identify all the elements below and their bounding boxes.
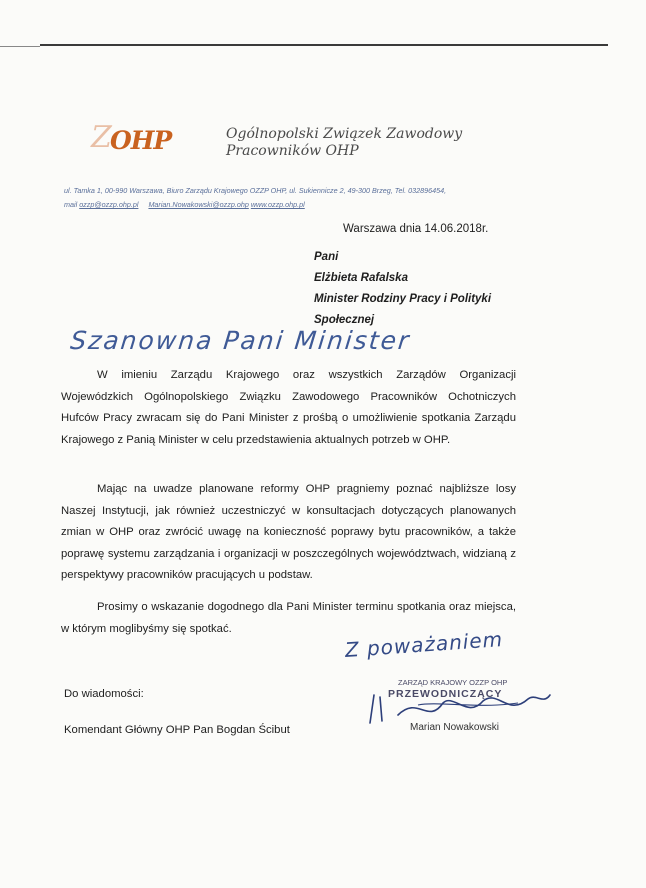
letterhead-address (64, 184, 446, 212)
scan-edge-line (0, 46, 40, 47)
logo-text: OHP (110, 126, 172, 155)
contact-line (64, 198, 446, 212)
email-link-2[interactable]: Marian.Nowakowski@ozzp.ohp (148, 200, 249, 209)
stamp-name: Marian Nowakowski (410, 722, 499, 733)
handwritten-salutation: Szanowna Pani Minister (68, 326, 412, 355)
scan-top-line (40, 44, 608, 46)
date-line: Warszawa dnia 14.06.2018r. (343, 223, 489, 235)
recipient-line3: Minister Rodziny Pracy i Polityki (314, 293, 492, 305)
stamp-role: PRZEWODNICZĄCY (388, 688, 503, 700)
paragraph-1 (61, 365, 516, 451)
cc-recipient: Komendant Główny OHP Pan Bogdan Ścibut (64, 724, 290, 736)
paragraph-2-text: Mając na uwadze planowane reformy OHP pragniemy poznać najbliższe losy Naszej Instytucji, jak również uczestniczyć w konsultacjach dotyczących planowanych zmian w OHP oraz zwrócić uwagę na konieczność poprawy bytu pracowników, a także poprawę systemu zarządzania i organizacji w poszczególnych województwach, widzianą z perspektywy pracowników pracujących u podstaw. (61, 483, 516, 581)
email-link-1[interactable]: ozzp@ozzp.ohp.pl (79, 200, 139, 209)
recipient-line4: Społecznej (314, 314, 375, 326)
signature-stamp (358, 675, 558, 745)
paragraph-2 (61, 479, 516, 587)
ohp-logo (88, 118, 220, 164)
recipient-line2: Elżbieta Rafalska (314, 272, 408, 284)
paragraph-1-text: W imieniu Zarządu Krajowego oraz wszystkich Zarządów Organizacji Wojewódzkich Ogólnopolskiego Związku Zawodowego Pracowników Ochotniczych Hufców Pracy zwracam się do Pani Minister z prośbą o umożliwienie spotkania Zarządu Krajowego z Panią Minister w celu przedstawienia aktualnych potrzeb w OHP. (61, 369, 516, 446)
address-line: ul. Tamka 1, 00-990 Warszawa, Biuro Zarządu Krajowego OZZP OHP, ul. Sukiennicze 2, 49-300 Brzeg, Tel. 032896454, (64, 186, 447, 195)
logo-ornament: Z (91, 120, 112, 155)
organization-name (226, 126, 462, 160)
contact-prefix: mail (64, 200, 78, 209)
paragraph-3-text: Prosimy o wskazanie dogodnego dla Pani Minister terminu spotkania oraz miejsca, w którym moglibyśmy się spotkać. (61, 601, 516, 635)
cc-label: Do wiadomości: (64, 688, 144, 700)
handwritten-closing: Z poważaniem (344, 626, 504, 662)
recipient-block (314, 247, 491, 331)
org-name-line2: Pracowników OHP (226, 143, 359, 159)
website-link[interactable]: www.ozzp.ohp.pl (250, 200, 305, 209)
recipient-line1: Pani (314, 251, 339, 263)
stamp-org: ZARZĄD KRAJOWY OZZP OHP (398, 678, 508, 687)
org-name-line1: Ogólnopolski Związek Zawodowy (226, 126, 463, 142)
